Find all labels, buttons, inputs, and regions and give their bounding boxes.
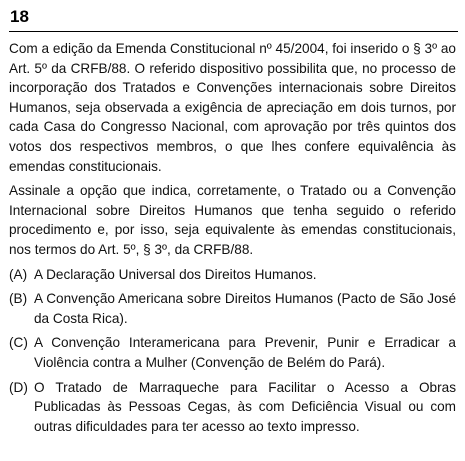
option-c[interactable]	[9, 333, 456, 372]
option-d[interactable]	[9, 378, 456, 437]
option-b[interactable]	[9, 289, 456, 328]
option-text: A Convenção Interamericana para Prevenir, Punir e Erradicar a Violência contra a Mulher (Convenção de Belém do Pará).	[34, 335, 456, 370]
header-divider	[9, 31, 458, 32]
option-letter: (A)	[9, 266, 28, 282]
option-letter: (C)	[9, 335, 28, 351]
question-statement: Com a edição da Emenda Constitucional nº 45/2004, foi inserido o § 3º ao Art. 5º da CRFB/88. O referido dispositivo possibilita que, no processo de incorporação dos Tratados e Convenções internacionais sobre Direitos Humanos, seja observada a exigência de apreciação em dois turnos, por cada Casa do Congresso Nacional, com aprovação por três quintos dos votos dos respectivos membros, o que lhes confere equivalência às emendas constitucionais.	[9, 41, 456, 174]
option-letter: (D)	[9, 379, 28, 395]
option-a[interactable]	[9, 265, 456, 285]
answer-options	[9, 265, 456, 437]
question-number: 18	[10, 7, 29, 26]
option-text: A Convenção Americana sobre Direitos Humanos (Pacto de São José da Costa Rica).	[34, 291, 456, 326]
option-text: O Tratado de Marraqueche para Facilitar o Acesso a Obras Publicadas às Pessoas Cegas, às com Deficiência Visual ou com outras dificuldades para ter acesso ao texto impresso.	[34, 379, 456, 434]
question-prompt: Assinale a opção que indica, corretamente, o Tratado ou a Convenção Internacional sobre Direitos Humanos que tenha seguido o referido procedimento e, por isso, seja equivalente às emendas constitucionais, nos termos do Art. 5º, § 3º, da CRFB/88.	[9, 183, 456, 257]
option-text: A Declaração Universal dos Direitos Humanos.	[34, 266, 317, 282]
option-letter: (B)	[9, 291, 28, 307]
